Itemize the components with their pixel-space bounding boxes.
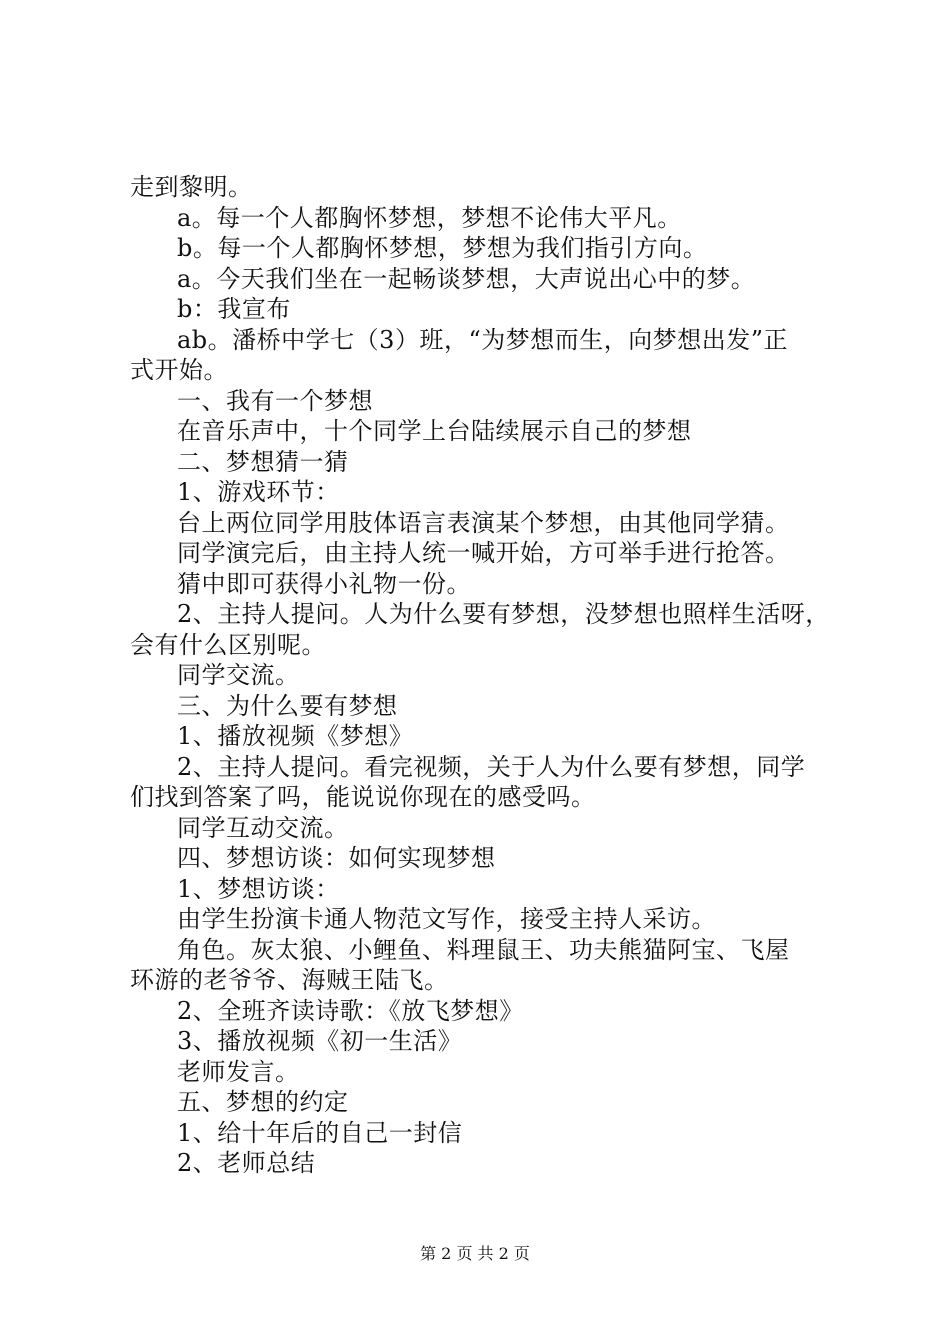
- text-line: a。今天我们坐在一起畅谈梦想，大声说出心中的梦。: [177, 264, 756, 293]
- text-line: 在音乐声中，十个同学上台陆续展示自己的梦想: [177, 417, 692, 445]
- text-line: 2、主持人提问。看完视频，关于人为什么要有梦想，同学: [177, 752, 806, 781]
- text-line: 四、梦想访谈：如何实现梦想: [177, 844, 496, 872]
- page-footer: 第 2 页 共 2 页: [420, 1244, 530, 1263]
- text-line: 1、游戏环节：: [177, 478, 340, 506]
- text-line: 2、全班齐读诗歌：《放飞梦想》: [177, 996, 524, 1025]
- text-line: 2、老师总结: [177, 1149, 316, 1177]
- text-line: b：我宣布: [177, 295, 291, 323]
- text-line: 老师发言。: [177, 1057, 300, 1086]
- document-body: [130, 172, 832, 1179]
- text-line: 3、播放视频《初一生活》: [177, 1027, 463, 1055]
- text-line: 1、播放视频《梦想》: [177, 722, 414, 750]
- text-line: 走到黎明。: [130, 173, 253, 201]
- text-line: 环游的老爷爷、海贼王陆飞。: [130, 966, 449, 994]
- text-line: ab。潘桥中学七（3）班，“为梦想而生，向梦想出发”正: [177, 325, 788, 354]
- text-line: 角色。灰太狼、小鲤鱼、料理鼠王、功夫熊猫阿宝、飞屋: [177, 935, 790, 964]
- text-line: 1、给十年后的自己一封信: [177, 1118, 463, 1147]
- text-line: 会有什么区别呢。: [130, 630, 326, 659]
- text-line: 台上两位同学用肢体语言表演某个梦想，由其他同学猜。: [177, 508, 790, 537]
- text-line: 们找到答案了吗，能说说你现在的感受吗。: [130, 783, 596, 811]
- text-line: 一、我有一个梦想: [177, 386, 373, 415]
- text-line: 1、梦想访谈：: [177, 874, 340, 903]
- text-line: 式开始。: [130, 356, 228, 384]
- text-line: a。每一个人都胸怀梦想，梦想不论伟大平凡。: [177, 203, 682, 232]
- text-line: b。每一个人都胸怀梦想，梦想为我们指引方向。: [177, 234, 708, 262]
- text-line: 2、主持人提问。人为什么要有梦想，没梦想也照样生活呀，: [177, 600, 830, 628]
- text-line: 猜中即可获得小礼物一份。: [177, 569, 471, 598]
- text-line: 同学互动交流。: [177, 813, 349, 842]
- text-line: 同学交流。: [177, 661, 300, 689]
- text-line: 三、为什么要有梦想: [177, 691, 398, 720]
- text-line: 二、梦想猜一猜: [177, 447, 349, 476]
- text-line: 五、梦想的约定: [177, 1088, 349, 1116]
- text-line: 同学演完后，由主持人统一喊开始，方可举手进行抢答。: [177, 539, 790, 567]
- text-line: 由学生扮演卡通人物范文写作，接受主持人采访。: [177, 905, 716, 933]
